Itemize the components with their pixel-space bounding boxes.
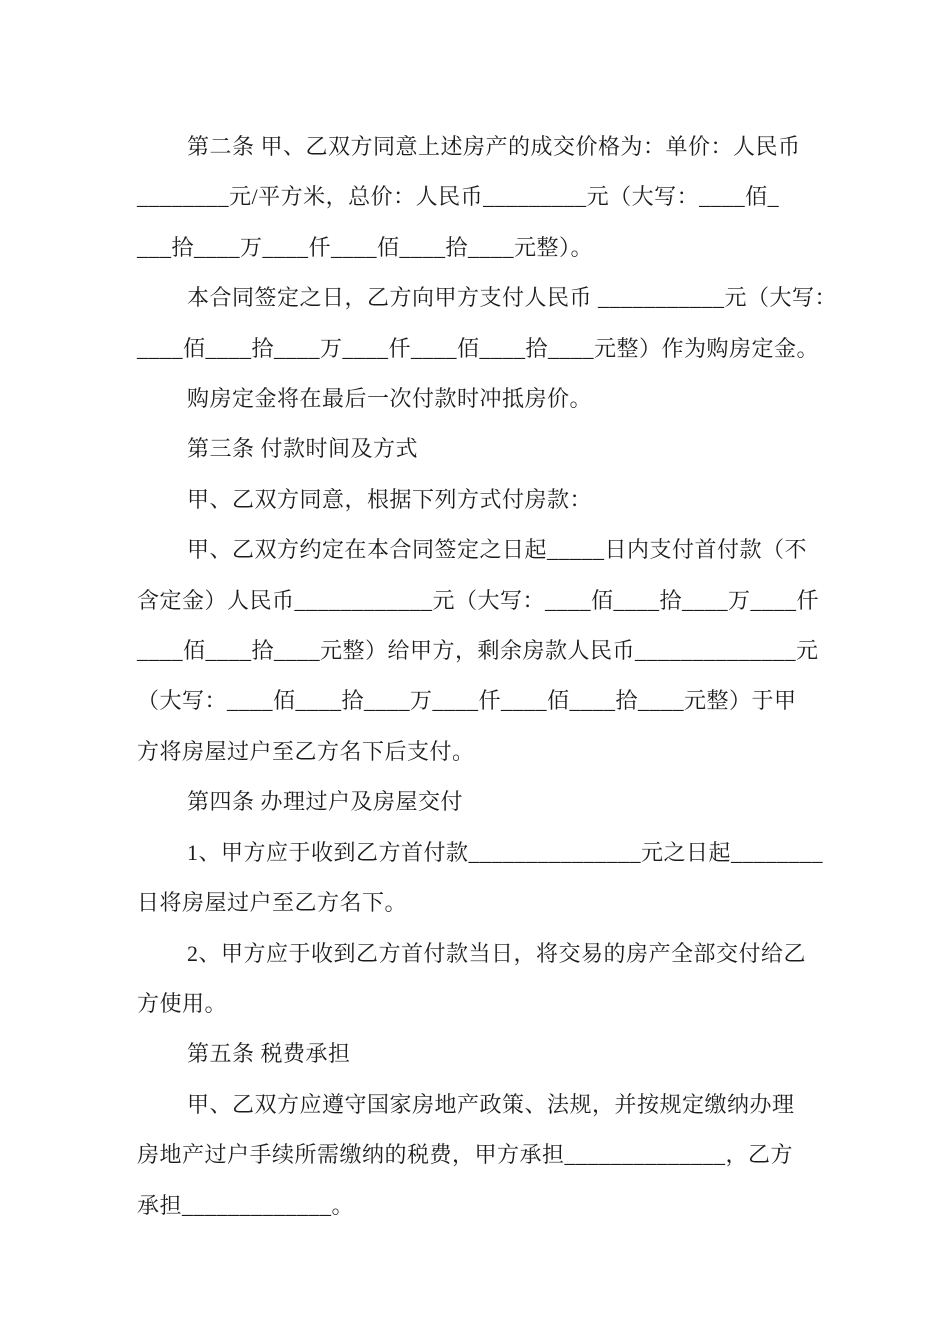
clause2-price-line: ________元/平方米，总价：人民币_________元（大写：____佰_ bbox=[137, 184, 780, 210]
deposit-words-line: ____佰____拾____万____仟____佰____拾____元整）作为购房定金。 bbox=[137, 335, 820, 361]
clause4-item1-cont-line: 日将房屋过户至乙方名下。 bbox=[137, 890, 408, 916]
remaining-words-line: （大写：____佰____拾____万____仟____佰____拾____元整）于甲 bbox=[137, 688, 797, 714]
clause2-heading-line: 第二条 甲、乙双方同意上述房产的成交价格为：单价：人民币 bbox=[187, 134, 801, 159]
clause3-heading-line: 第三条 付款时间及方式 bbox=[187, 436, 419, 462]
downpayment-amount-line: 含定金）人民币____________元（大写：____佰____拾____万____仟 bbox=[137, 587, 820, 613]
remaining-amount-line: ____佰____拾____元整）给甲方，剩余房款人民币______________元 bbox=[137, 638, 819, 664]
payment-agreement-line: 甲、乙双方同意，根据下列方式付房款： bbox=[187, 486, 593, 512]
clause5-policy-line: 甲、乙双方应遵守国家房地产政策、法规，并按规定缴纳办理 bbox=[187, 1091, 795, 1117]
transfer-payment-line: 方将房屋过户至乙方名下后支付。 bbox=[137, 738, 475, 764]
clause4-item2-line: 2、甲方应于收到乙方首付款当日，将交易的房产全部交付给乙 bbox=[187, 940, 807, 966]
clause2-amount-words-line: ___拾____万____仟____佰____拾____元整）。 bbox=[137, 234, 594, 260]
clause4-heading-line: 第四条 办理过户及房屋交付 bbox=[187, 789, 464, 815]
clause5-taxes-line: 房地产过户手续所需缴纳的税费，甲方承担______________，乙方 bbox=[137, 1142, 794, 1168]
deposit-payment-line: 本合同签定之日，乙方向甲方支付人民币 ___________元（大写： bbox=[187, 285, 838, 311]
clause4-item2-cont-line: 方使用。 bbox=[137, 990, 228, 1016]
clause5-party-b-line: 承担_____________。 bbox=[137, 1192, 355, 1218]
clause5-heading-line: 第五条 税费承担 bbox=[187, 1041, 351, 1067]
clause4-item1-line: 1、甲方应于收到乙方首付款_______________元之日起________ bbox=[187, 839, 824, 865]
deposit-offset-line: 购房定金将在最后一次付款时冲抵房价。 bbox=[187, 386, 593, 412]
downpayment-terms-line: 甲、乙双方约定在本合同签定之日起_____日内支付首付款（不 bbox=[187, 537, 808, 563]
